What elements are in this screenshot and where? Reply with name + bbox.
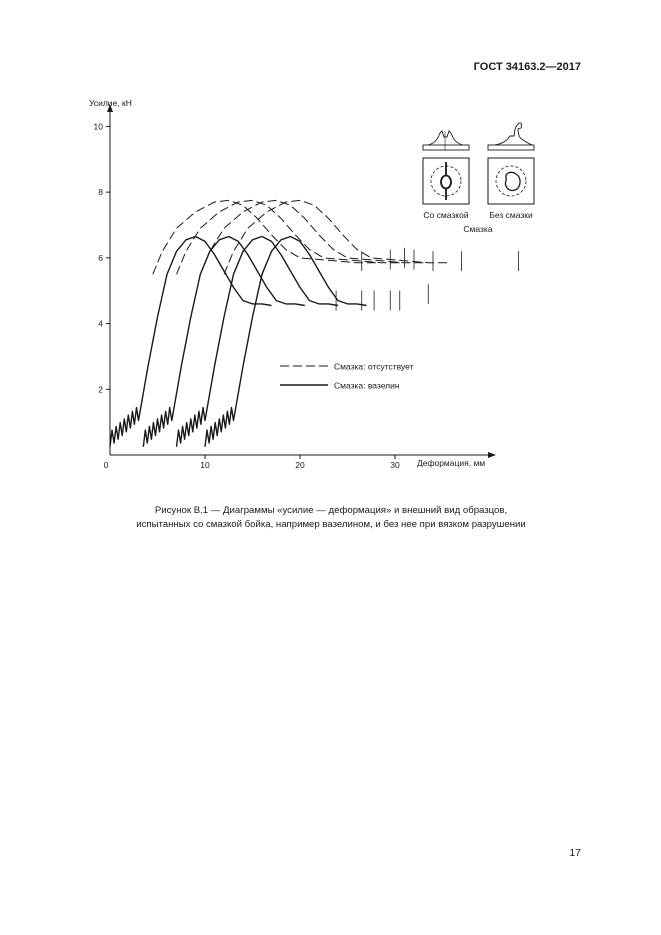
chart-series xyxy=(110,200,447,446)
y-tick-label: 10 xyxy=(93,121,103,132)
y-axis-label: Усилие, кН xyxy=(89,98,132,108)
series-line-vaseline xyxy=(205,237,367,447)
inset-group-label: Смазка xyxy=(463,224,493,234)
legend-entry-no-lubricant: Смазка: отсутствует xyxy=(334,361,414,372)
y-tick-label: 6 xyxy=(98,252,103,263)
specimen-side-without-lubricant xyxy=(488,123,534,150)
x-tick-label: 20 xyxy=(295,460,305,470)
standard-header: ГОСТ 34163.2—2017 xyxy=(473,61,581,73)
x-tick-label: 30 xyxy=(390,460,400,470)
chart-axes xyxy=(89,98,496,470)
y-tick-label: 2 xyxy=(98,384,103,395)
x-axis-arrow xyxy=(488,452,496,458)
caption-line-2: испытанных со смазкой бойка, например вазелином, и без нее при вязком разрушении xyxy=(136,519,526,530)
chart-end-markers xyxy=(336,248,518,311)
y-tick-label: 8 xyxy=(98,187,103,198)
inset-label-without-lubricant: Без смазки xyxy=(489,210,533,220)
specimen-side-with-lubricant xyxy=(423,131,469,150)
x-tick-label: 10 xyxy=(200,460,210,470)
chart-legend xyxy=(280,362,414,391)
figure-caption xyxy=(80,504,582,532)
legend-entry-vaseline: Смазка: вазелин xyxy=(334,380,400,391)
y-tick-label: 4 xyxy=(98,318,103,329)
x-tick-label: 0 xyxy=(103,460,109,470)
caption-line-1: Рисунок В.1 — Диаграммы «усилие — деформация» и внешний вид образцов, xyxy=(154,505,508,516)
series-line-vaseline xyxy=(143,237,304,447)
series-line-vaseline xyxy=(177,237,339,447)
specimen-top-without-lubricant xyxy=(488,158,534,204)
specimen-inset xyxy=(423,123,534,234)
inset-label-with-lubricant: Со смазкой xyxy=(423,210,469,220)
specimen-top-with-lubricant xyxy=(423,158,469,204)
x-axis-label: Деформация, мм xyxy=(417,458,486,468)
page-number: 17 xyxy=(569,847,581,859)
